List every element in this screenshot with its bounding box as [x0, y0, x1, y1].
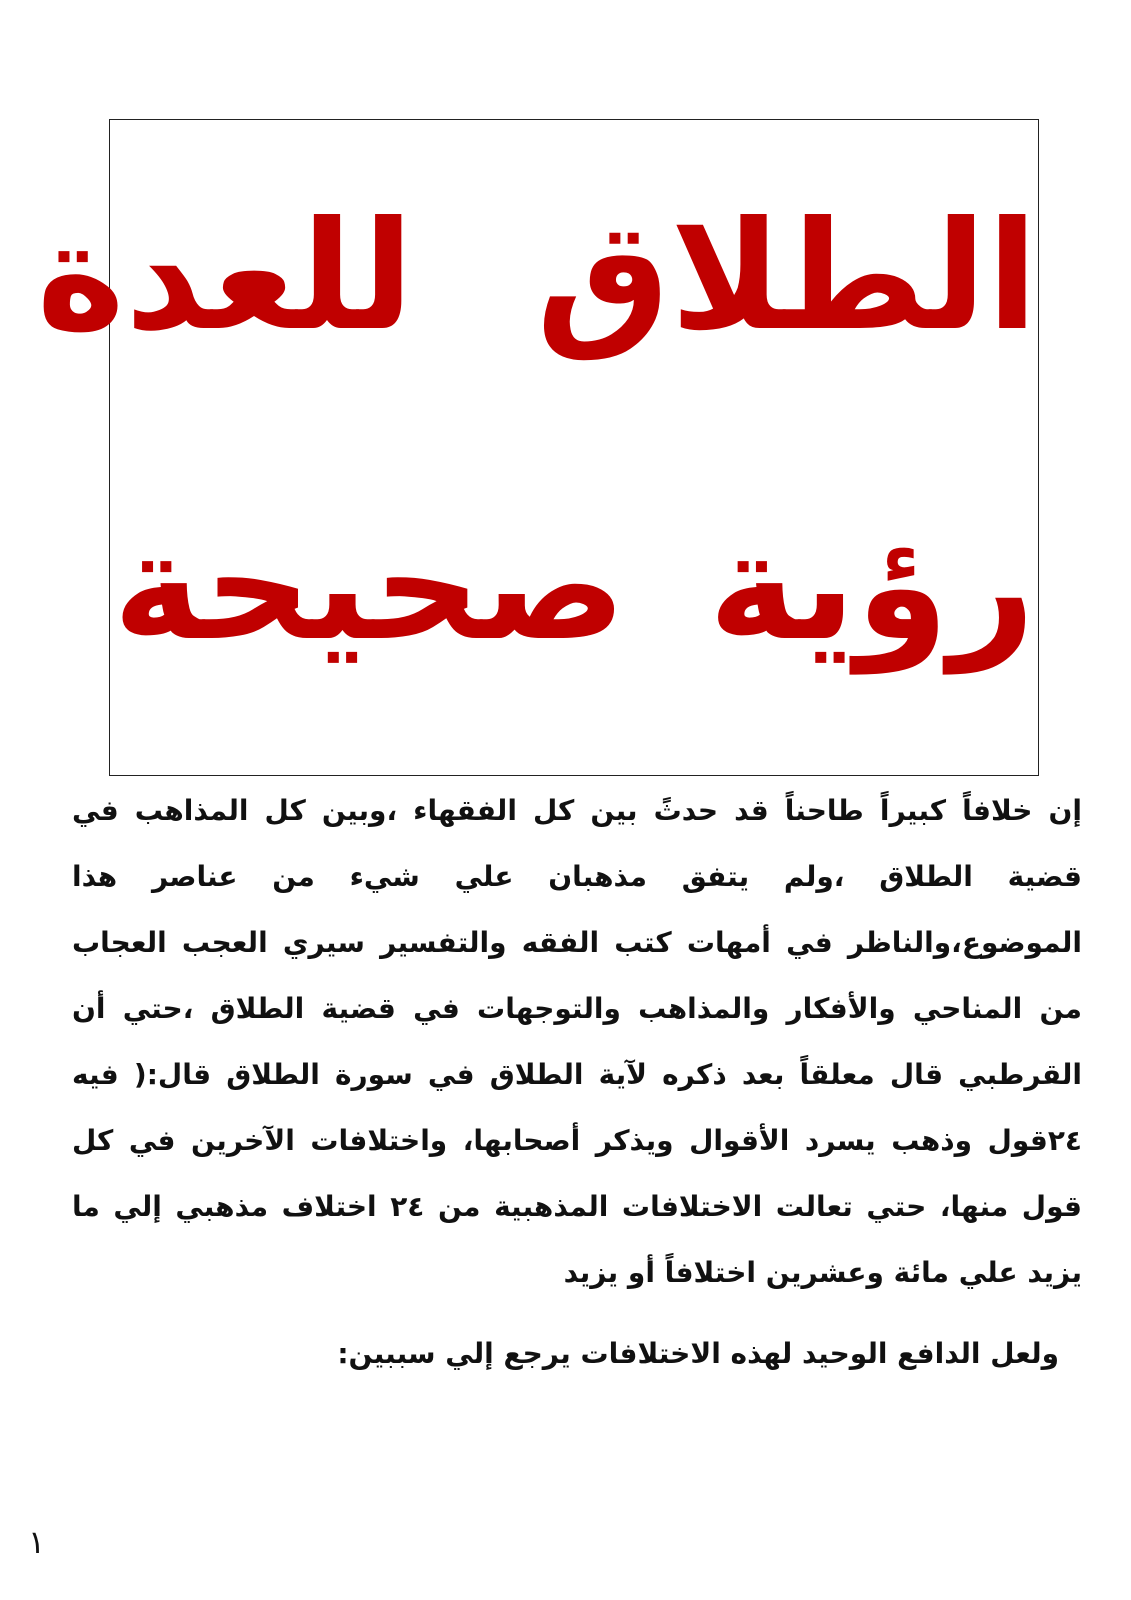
title-box [36, 119, 1039, 776]
title-subtitle: رؤية صحيحة [112, 500, 1036, 674]
page-number: ١ [28, 1523, 46, 1561]
title-main: الطلاق للعدة [36, 190, 1038, 364]
body-paragraph: إن خلافاً كبيراً طاحناً قد حدثً بين كل الفقهاء ،وبين كل المذاهب في قضية الطلاق ،ولم يتفق مذهبان علي شيء من عناصر هذا الموضوع،والناظر في أمهات كتب الفقه والتفسير سيري العجب العجاب من المناحي والأفكار والمذاهب والتوجهات في قضية الطلاق ،حتي أن القرطبي قال معلقاً بعد ذكره لآية الطلاق في سورة الطلاق قال:( فيه ٢٤قول وذهب يسرد الأقوال ويذكر أصحابها، واختلافات الآخرين في كل قول منها، حتي تعالت الاختلافات المذهبية من ٢٤ اختلاف مذهبي إلي ما يزيد علي مائة وعشرين اختلافاً أو يزيد [72, 794, 1082, 1289]
cause-line: ولعل الدافع الوحيد لهذه الاختلافات يرجع إلي سببين: [337, 1337, 1059, 1370]
